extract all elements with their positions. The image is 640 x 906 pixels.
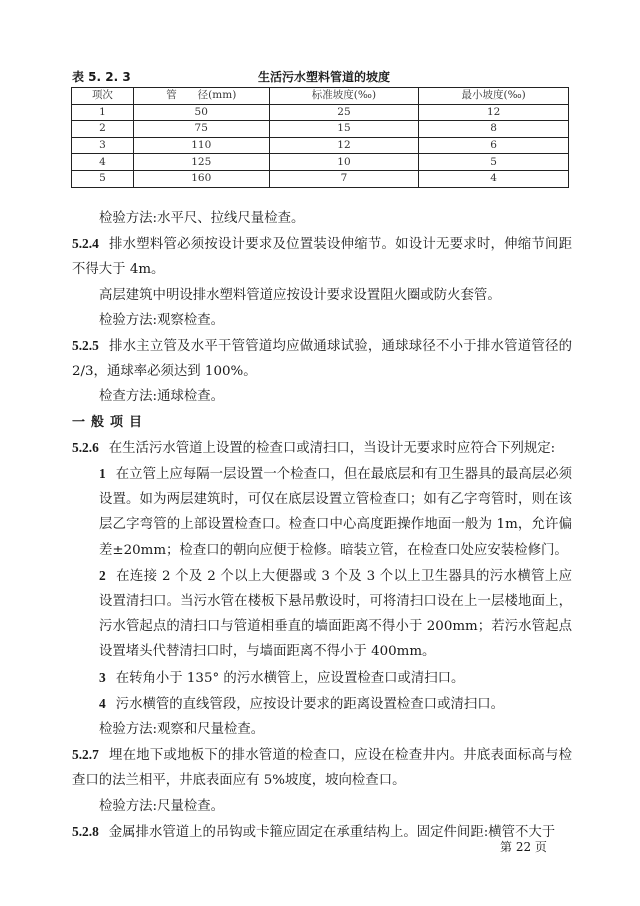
table-row	[72, 154, 569, 171]
cell-standard-slope: 25	[269, 104, 419, 121]
inspection-method: 检验方法:观察和尺量检查。	[99, 722, 265, 738]
list-item	[72, 461, 572, 563]
cell-min-slope: 12	[419, 104, 569, 121]
cell-item-no: 1	[72, 104, 134, 121]
cell-min-slope: 6	[419, 137, 569, 154]
table-caption	[72, 68, 568, 84]
header-standard-slope: 标准坡度(‰)	[269, 88, 419, 105]
table-row	[72, 137, 569, 154]
clause-5-2-4	[72, 231, 572, 282]
item-number: 3	[99, 669, 106, 685]
header-item-no: 项次	[72, 88, 134, 105]
clause-number: 5.2.6	[72, 439, 99, 455]
table-number: 表 5. 2. 3	[72, 70, 131, 84]
clause-text: 排水主立管及水平干管管道均应做通球试验，通球球径不小于排水管道管径的 2/3，通球率必须达到 100%。	[72, 339, 572, 380]
list-item	[72, 665, 572, 691]
list-item	[72, 691, 572, 717]
paragraph: 高层建筑中明设排水塑料管道应按设计要求设置阻火圈或防火套管。	[99, 287, 501, 303]
inspection-method: 检查方法:通球检查。	[99, 389, 225, 405]
clause-5-2-7	[72, 742, 572, 793]
table-row	[72, 121, 569, 138]
cell-standard-slope: 10	[269, 154, 419, 171]
table-row	[72, 170, 569, 187]
cell-diameter: 160	[133, 170, 269, 187]
cell-item-no: 2	[72, 121, 134, 138]
body-text	[72, 206, 572, 845]
cell-min-slope: 8	[419, 121, 569, 138]
clause-5-2-8	[72, 819, 572, 845]
cell-min-slope: 5	[419, 154, 569, 171]
cell-item-no: 4	[72, 154, 134, 171]
cell-item-no: 3	[72, 137, 134, 154]
cell-diameter: 110	[133, 137, 269, 154]
cell-standard-slope: 15	[269, 121, 419, 138]
header-min-slope: 最小坡度(‰)	[419, 88, 569, 105]
cell-diameter: 125	[133, 154, 269, 171]
clause-5-2-6	[72, 435, 572, 461]
item-number: 4	[99, 695, 106, 711]
cell-standard-slope: 12	[269, 137, 419, 154]
page-number: 第 22 页	[500, 840, 547, 854]
clause-number: 5.2.7	[72, 747, 99, 763]
item-text: 在连接 2 个及 2 个以上大便器或 3 个及 3 个以上卫生器具的污水横管上应设置清扫口。当污水管在楼板下悬吊敷设时，可将清扫口设在上一层楼地面上，污水管起点的清扫口与管道相垂直的墙面距离不得小于 200mm；若污水管起点设置堵头代替清扫口时，与墙面距离不得小于 400mm。	[99, 568, 572, 660]
item-text: 在转角小于 135° 的污水横管上，应设置检查口或清扫口。	[115, 670, 465, 686]
clause-number: 5.2.4	[72, 236, 99, 252]
clause-text: 排水塑料管必须按设计要求及位置装设伸缩节。如设计无要求时，伸缩节间距不得大于 4m。	[72, 237, 572, 278]
inspection-method: 检验方法:尺量检查。	[99, 798, 225, 814]
list-item	[72, 563, 572, 665]
table-title: 生活污水塑料管道的坡度	[258, 70, 391, 84]
header-diameter: 管 径(mm)	[133, 88, 269, 105]
cell-diameter: 50	[133, 104, 269, 121]
item-number: 1	[99, 466, 106, 482]
clause-text: 在生活污水管道上设置的检查口或清扫口，当设计无要求时应符合下列规定:	[108, 440, 556, 456]
cell-standard-slope: 7	[269, 170, 419, 187]
clause-5-2-5	[72, 333, 572, 384]
cell-diameter: 75	[133, 121, 269, 138]
inspection-method: 检验方法:水平尺、拉线尺量检查。	[99, 211, 305, 226]
table-header-row	[72, 88, 569, 105]
cell-min-slope: 4	[419, 170, 569, 187]
clause-number: 5.2.8	[72, 823, 99, 839]
item-text: 污水横管的直线管段，应按设计要求的距离设置检查口或清扫口。	[115, 696, 505, 712]
clause-text: 金属排水管道上的吊钩或卡箍应固定在承重结构上。固定件间距:横管不大于	[108, 824, 556, 840]
clause-number: 5.2.5	[72, 338, 99, 354]
clause-text: 埋在地下或地板下的排水管道的检查口，应设在检查井内。井底表面标高与检查口的法兰相平，井底表面应有 5%坡度，坡向检查口。	[72, 748, 572, 789]
item-number: 2	[99, 567, 106, 583]
table-row	[72, 104, 569, 121]
item-text: 在立管上应每隔一层设置一个检查口，但在最底层和有卫生器具的最高层必须设置。如为两层建筑时，可仅在底层设置立管检查口；如有乙字弯管时，则在该层乙字弯管的上部设置检查口。检查口中心高度距操作地面一般为 1m，允许偏差±20mm；检查口的朝向应便于检修。暗装立管，在检查口处应安装检修门。	[99, 467, 572, 558]
section-heading: 一般项目	[72, 414, 149, 430]
slope-table	[71, 87, 569, 188]
cell-item-no: 5	[72, 170, 134, 187]
inspection-method: 检验方法:观察检查。	[99, 312, 225, 328]
